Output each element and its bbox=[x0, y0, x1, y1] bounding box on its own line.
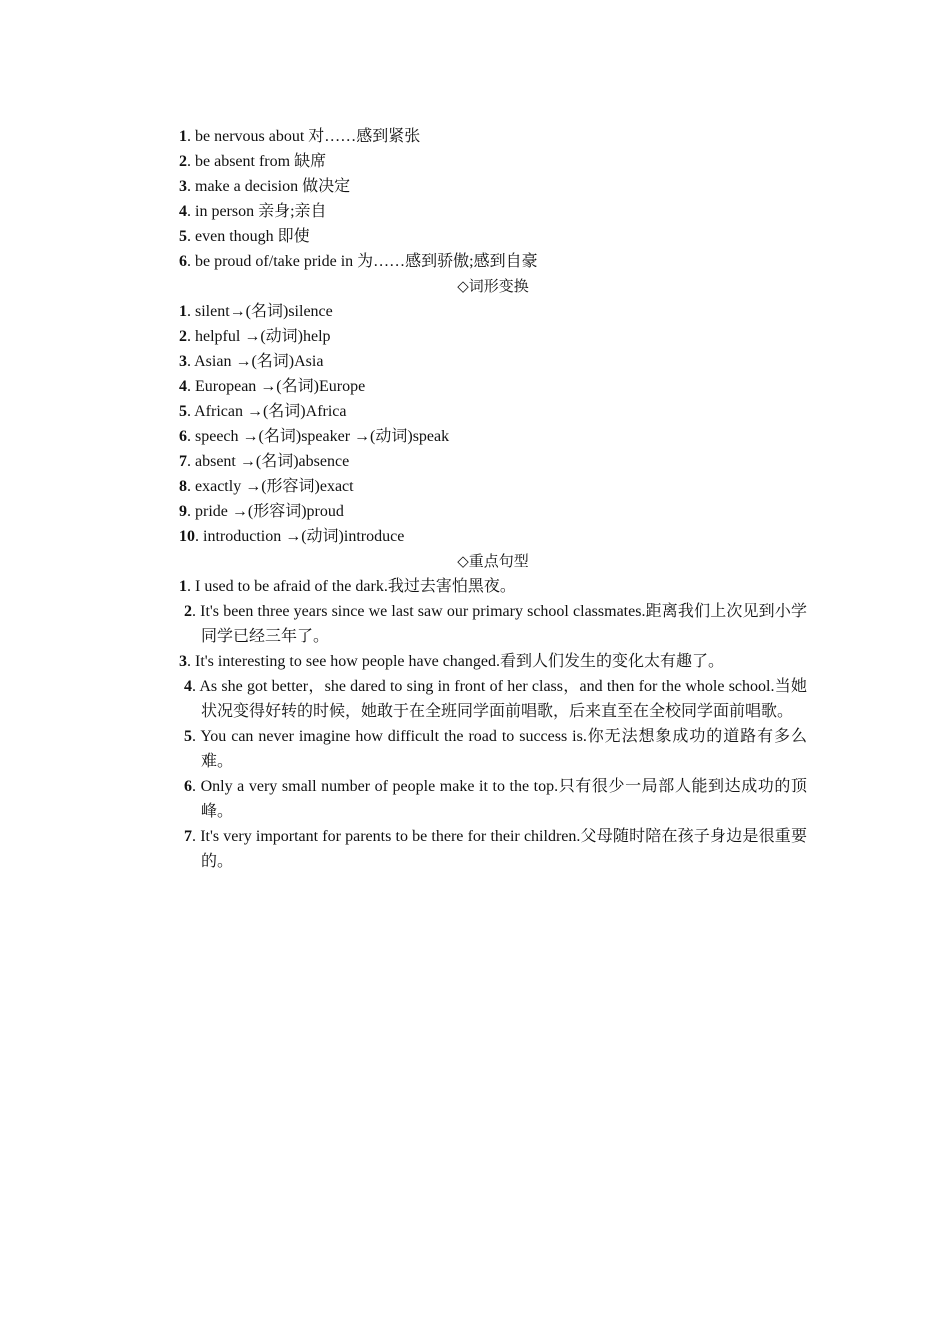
word-form-item bbox=[179, 349, 807, 374]
item-text: . I used to be afraid of the dark.我过去害怕黑夜。 bbox=[187, 578, 516, 595]
phrase-item bbox=[179, 124, 807, 149]
item-text: . even though 即使 bbox=[187, 228, 310, 245]
word-form-item bbox=[179, 499, 807, 524]
item-text: . be proud of/take pride in 为……感到骄傲;感到自豪 bbox=[187, 253, 538, 270]
item-text: . silent→(名词)silence bbox=[187, 303, 333, 320]
item-text: . You can never imagine how difficult the road to success is.你无法想象成功的道路有多么难。 bbox=[192, 728, 807, 770]
item-number: 1 bbox=[179, 303, 187, 320]
item-text: . make a decision 做决定 bbox=[187, 178, 351, 195]
item-number: 9 bbox=[179, 503, 187, 520]
item-number: 6 bbox=[179, 253, 187, 270]
item-number: 7 bbox=[184, 828, 192, 845]
item-text: . African →(名词)Africa bbox=[187, 403, 347, 420]
key-sentences-heading: ◇重点句型 bbox=[457, 552, 529, 570]
item-text: . introduction →(动词)introduce bbox=[195, 528, 405, 545]
key-sentences-list bbox=[179, 574, 807, 874]
item-number: 2 bbox=[179, 153, 187, 170]
phrase-item bbox=[179, 249, 807, 274]
item-number: 10 bbox=[179, 528, 195, 545]
phrase-item bbox=[179, 199, 807, 224]
word-form-item bbox=[179, 324, 807, 349]
item-number: 1 bbox=[179, 128, 187, 145]
phrase-item bbox=[179, 224, 807, 249]
sentence-item bbox=[179, 574, 807, 599]
word-form-item bbox=[179, 299, 807, 324]
word-form-item bbox=[179, 399, 807, 424]
word-form-item bbox=[179, 524, 807, 549]
document-page bbox=[179, 124, 807, 874]
item-text: . be absent from 缺席 bbox=[187, 153, 327, 170]
phrase-list bbox=[179, 124, 807, 274]
item-text: . pride →(形容词)proud bbox=[187, 503, 344, 520]
word-form-item bbox=[179, 474, 807, 499]
item-number: 5 bbox=[179, 228, 187, 245]
sentence-item bbox=[179, 599, 807, 649]
item-number: 8 bbox=[179, 478, 187, 495]
item-text: . Only a very small number of people make it to the top.只有很少一局部人能到达成功的顶峰。 bbox=[192, 778, 807, 820]
item-text: . be nervous about 对……感到紧张 bbox=[187, 128, 421, 145]
word-forms-list bbox=[179, 299, 807, 549]
item-number: 3 bbox=[179, 653, 187, 670]
item-number: 3 bbox=[179, 353, 187, 370]
item-number: 7 bbox=[179, 453, 187, 470]
item-number: 3 bbox=[179, 178, 187, 195]
sentence-item bbox=[179, 674, 807, 724]
item-text: . European →(名词)Europe bbox=[187, 378, 366, 395]
item-text: . in person 亲身;亲自 bbox=[187, 203, 327, 220]
item-text: . It's interesting to see how people have changed.看到人们发生的变化太有趣了。 bbox=[187, 653, 725, 670]
item-text: . speech →(名词)speaker →(动词)speak bbox=[187, 428, 450, 445]
sentence-item bbox=[179, 774, 807, 824]
word-form-item bbox=[179, 374, 807, 399]
item-number: 2 bbox=[179, 328, 187, 345]
item-number: 6 bbox=[184, 778, 192, 795]
item-number: 4 bbox=[184, 678, 192, 695]
sentence-item bbox=[179, 824, 807, 874]
sentence-item bbox=[179, 724, 807, 774]
phrase-item bbox=[179, 149, 807, 174]
sentence-item bbox=[179, 649, 807, 674]
item-number: 4 bbox=[179, 378, 187, 395]
item-number: 4 bbox=[179, 203, 187, 220]
item-number: 2 bbox=[184, 603, 192, 620]
item-text: . absent →(名词)absence bbox=[187, 453, 350, 470]
item-number: 5 bbox=[179, 403, 187, 420]
phrase-item bbox=[179, 174, 807, 199]
item-text: . As she got better，she dared to sing in front of her class，and then for the whole school.当她状况变得好转的时候，她敢于在全班同学面前唱歌，后来直至在全校同学面前唱歌。 bbox=[192, 678, 807, 720]
word-form-item bbox=[179, 449, 807, 474]
item-number: 5 bbox=[184, 728, 192, 745]
item-text: . Asian →(名词)Asia bbox=[187, 353, 324, 370]
item-text: . helpful →(动词)help bbox=[187, 328, 331, 345]
item-number: 1 bbox=[179, 578, 187, 595]
word-forms-heading: ◇词形变换 bbox=[457, 277, 529, 295]
item-text: . It's very important for parents to be there for their children.父母随时陪在孩子身边是很重要的。 bbox=[192, 828, 807, 870]
item-text: . It's been three years since we last saw our primary school classmates.距离我们上次见到小学同学已经三年了。 bbox=[192, 603, 807, 645]
word-form-item bbox=[179, 424, 807, 449]
item-number: 6 bbox=[179, 428, 187, 445]
item-text: . exactly →(形容词)exact bbox=[187, 478, 354, 495]
